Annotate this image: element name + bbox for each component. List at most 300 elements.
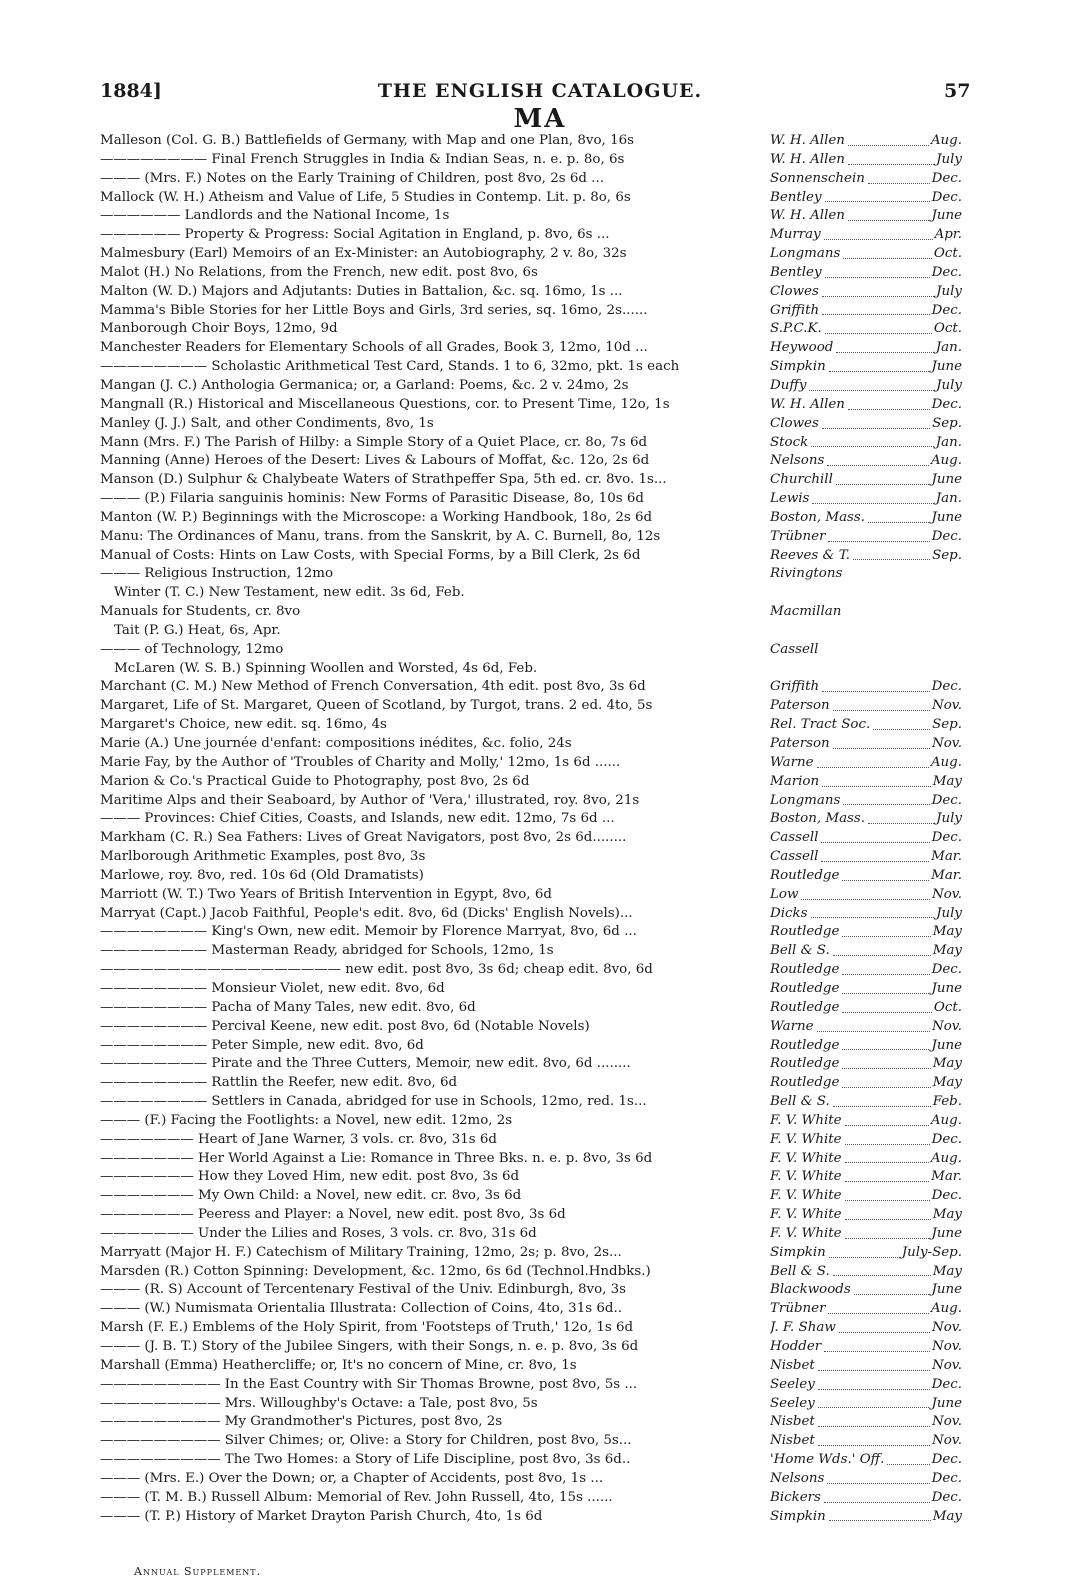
- entry-title: [100, 1074, 770, 1093]
- dot-leader: [827, 1470, 929, 1484]
- entry-title-text: ——— (Mrs. F.) Notes on the Early Training of Children, post 8vo, 2s 6d ...: [100, 170, 604, 186]
- entry-publisher-date: [770, 980, 962, 999]
- catalogue-entry: [100, 773, 962, 792]
- entry-publisher: Bentley: [770, 189, 822, 205]
- entry-title-text: Malmesbury (Earl) Memoirs of an Ex-Minister: an Autobiography, 2 v. 8o, 32s: [100, 246, 627, 262]
- entry-publisher-date: [770, 1357, 962, 1376]
- footer-signature: Annual Supplement.: [134, 1565, 262, 1578]
- catalogue-entry: [100, 415, 962, 434]
- entry-publisher-date: [770, 490, 962, 509]
- catalogue-entry: [100, 886, 962, 905]
- entry-title: [100, 339, 770, 358]
- entry-publisher: W. H. Allen: [770, 151, 845, 167]
- entry-date: Dec.: [931, 1376, 962, 1392]
- entry-title-text: ———————— Pirate and the Three Cutters, Memoir, new edit. 8vo, 6d ........: [100, 1056, 631, 1072]
- dot-leader: [829, 1508, 931, 1522]
- entry-publisher: Routledge: [770, 962, 840, 978]
- entry-title: [100, 565, 770, 584]
- dot-leader: [811, 434, 934, 448]
- entry-title: [100, 151, 770, 170]
- entry-title-text: ———————— Final French Struggles in India & Indian Seas, n. e. p. 8o, 6s: [100, 151, 625, 167]
- dot-leader: [845, 1206, 931, 1220]
- catalogue-entry: [100, 207, 962, 226]
- entry-title-text: Marsden (R.) Cotton Spinning: Development, &c. 12mo, 6s 6d (Technol.Hndbks.): [100, 1263, 651, 1279]
- entry-publisher: Routledge: [770, 924, 840, 940]
- catalogue-entry: [100, 697, 962, 716]
- entry-title: [100, 999, 770, 1018]
- entry-publisher-date: [770, 1395, 962, 1414]
- dot-leader: [828, 528, 929, 542]
- entry-publisher: Duffy: [770, 377, 807, 393]
- entry-title: [100, 603, 770, 622]
- catalogue-entry: [100, 1168, 962, 1187]
- dot-leader: [839, 1319, 930, 1333]
- entry-publisher-date: [770, 1376, 962, 1395]
- entry-date: June: [931, 208, 962, 224]
- entry-title-text: McLaren (W. S. B.) Spinning Woollen and Worsted, 4s 6d, Feb.: [114, 660, 538, 676]
- entry-title-text: ———————— Rattlin the Reefer, new edit. 8vo, 6d: [100, 1075, 458, 1091]
- entry-publisher-date: [770, 697, 962, 716]
- entry-publisher-date: [770, 565, 962, 584]
- entry-title-text: ————————— My Grandmother's Pictures, post 8vo, 2s: [100, 1414, 503, 1430]
- entry-publisher-date: [770, 170, 962, 189]
- entry-title: [100, 490, 770, 509]
- entry-date: June: [931, 1225, 962, 1241]
- entry-title: [100, 980, 770, 999]
- entry-publisher: Warne: [770, 1018, 814, 1034]
- entry-publisher-date: [770, 905, 962, 924]
- entry-title-text: ———————— King's Own, new edit. Memoir by Florence Marryat, 8vo, 6d ...: [100, 924, 637, 940]
- entry-publisher-date: [770, 1168, 962, 1187]
- entry-title: [100, 132, 770, 151]
- entry-publisher-date: [770, 1093, 962, 1112]
- entry-publisher: Paterson: [770, 698, 830, 714]
- entry-title: [100, 961, 770, 980]
- catalogue-entry: [100, 189, 962, 208]
- entry-title-text: Mangan (J. C.) Anthologia Germanica; or, a Garland: Poems, &c. 2 v. 24mo, 2s: [100, 377, 629, 393]
- dot-leader: [822, 773, 931, 787]
- entry-publisher: 'Home Wds.' Off.: [770, 1452, 885, 1468]
- entry-publisher: Clowes: [770, 415, 819, 431]
- catalogue-entry: [100, 245, 962, 264]
- entry-publisher: Routledge: [770, 999, 840, 1015]
- entry-title: [100, 584, 770, 603]
- dot-leader: [821, 848, 929, 862]
- entry-title-text: Maritime Alps and their Seaboard, by Author of 'Vera,' illustrated, roy. 8vo, 21s: [100, 792, 640, 808]
- dot-leader: [818, 1376, 930, 1390]
- entry-publisher-date: [770, 829, 962, 848]
- entry-publisher: W. H. Allen: [770, 208, 845, 224]
- entry-publisher: Nelsons: [770, 1470, 825, 1486]
- catalogue-entry: [100, 1263, 962, 1282]
- entry-date: Dec.: [931, 302, 962, 318]
- entry-title-text: Malleson (Col. G. B.) Battlefields of Germany, with Map and one Plan, 8vo, 16s: [100, 133, 634, 148]
- entry-publisher-date: [770, 678, 962, 697]
- entry-title-text: ————————— The Two Homes: a Story of Life Discipline, post 8vo, 3s 6d..: [100, 1452, 631, 1468]
- entry-list: [100, 132, 962, 1526]
- entry-date: Oct.: [933, 321, 962, 337]
- dot-leader: [824, 1338, 930, 1352]
- dot-leader: [822, 678, 929, 692]
- entry-title: [100, 905, 770, 924]
- entry-publisher-date: [770, 302, 962, 321]
- catalogue-entry: [100, 961, 962, 980]
- entry-title: [100, 754, 770, 773]
- entry-date: Sep.: [932, 547, 962, 563]
- catalogue-entry: [100, 923, 962, 942]
- entry-title: [100, 923, 770, 942]
- catalogue-entry: [100, 1508, 962, 1527]
- entry-title-text: ————————— Mrs. Willoughby's Octave: a Tale, post 8vo, 5s: [100, 1395, 538, 1411]
- entry-title-text: ————————— In the East Country with Sir Thomas Browne, post 8vo, 5s ...: [100, 1376, 638, 1392]
- entry-publisher: Marion: [770, 773, 820, 789]
- entry-date: June: [931, 359, 962, 375]
- entry-title: [100, 1263, 770, 1282]
- entry-publisher-date: [770, 754, 962, 773]
- catalogue-entry: [100, 1281, 962, 1300]
- entry-date: Mar.: [931, 849, 962, 865]
- dot-leader: [817, 1018, 930, 1032]
- catalogue-entry: [100, 434, 962, 453]
- dot-leader: [868, 170, 930, 184]
- entry-publisher: W. H. Allen: [770, 396, 845, 412]
- catalogue-entry: [100, 1225, 962, 1244]
- entry-date: May: [932, 1508, 962, 1524]
- entry-title-text: Winter (T. C.) New Testament, new edit. 3s 6d, Feb.: [114, 585, 465, 601]
- entry-date: Jan.: [935, 491, 962, 507]
- entry-publisher: F. V. White: [770, 1150, 842, 1166]
- entry-date: July: [936, 905, 962, 921]
- entry-date: July-Sep.: [901, 1244, 962, 1260]
- entry-title-text: Marchant (C. M.) New Method of French Conversation, 4th edit. post 8vo, 3s 6d: [100, 679, 646, 695]
- entry-date: Dec.: [931, 528, 962, 544]
- entry-publisher-date: [770, 320, 962, 339]
- dot-leader: [811, 905, 935, 919]
- entry-title-text: Manu: The Ordinances of Manu, trans. from the Sanskrit, by A. C. Burnell, 8o, 12s: [100, 528, 661, 544]
- dot-leader: [836, 471, 930, 485]
- entry-publisher-date: [770, 735, 962, 754]
- entry-title: [100, 1508, 770, 1527]
- entry-title: [100, 1244, 770, 1263]
- entry-title-text: Manual of Costs: Hints on Law Costs, with Special Forms, by a Bill Clerk, 2s 6d: [100, 547, 641, 563]
- page-title: THE ENGLISH CATALOGUE.: [377, 80, 703, 102]
- entry-date: Nov.: [931, 698, 962, 714]
- entry-publisher-date: [770, 1244, 962, 1263]
- entry-publisher: Routledge: [770, 980, 840, 996]
- catalogue-entry: [100, 1037, 962, 1056]
- entry-title: [100, 1206, 770, 1225]
- entry-title: [100, 264, 770, 283]
- entry-title: [100, 1451, 770, 1470]
- entry-publisher-date: [770, 1150, 962, 1169]
- entry-title: [100, 1131, 770, 1150]
- catalogue-entry: [100, 1150, 962, 1169]
- entry-publisher: Bickers: [770, 1489, 821, 1505]
- entry-publisher-date: [770, 1470, 962, 1489]
- entry-date: Dec.: [931, 396, 962, 412]
- dot-leader: [809, 377, 934, 391]
- entry-title: [100, 942, 770, 961]
- entry-date: May: [932, 1056, 962, 1072]
- entry-title-text: —————— Property & Progress: Social Agitation in England, p. 8vo, 6s ...: [100, 227, 610, 243]
- entry-date: July: [936, 151, 962, 167]
- entry-title: [100, 1319, 770, 1338]
- entry-title: [100, 848, 770, 867]
- entry-date: Aug.: [930, 1301, 962, 1317]
- dot-leader: [853, 547, 930, 561]
- entry-publisher: Nelsons: [770, 453, 825, 469]
- entry-title: [100, 1281, 770, 1300]
- catalogue-entry: [100, 1357, 962, 1376]
- dot-leader: [845, 1131, 930, 1145]
- entry-publisher: Hodder: [770, 1339, 822, 1354]
- entry-title: [100, 829, 770, 848]
- entry-publisher-date: [770, 923, 962, 942]
- entry-title-text: ——— Religious Instruction, 12mo: [100, 566, 334, 582]
- entry-title: [100, 622, 770, 641]
- catalogue-entry: [100, 603, 962, 622]
- entry-title-text: ——— (J. B. T.) Story of the Jubilee Singers, with their Songs, n. e. p. 8vo, 3s 6d: [100, 1339, 639, 1354]
- entry-publisher: Clowes: [770, 283, 819, 299]
- entry-date: Jan.: [935, 434, 962, 450]
- catalogue-entry: [100, 132, 962, 151]
- entry-title-text: ————————— Silver Chimes; or, Olive: a Story for Children, post 8vo, 5s...: [100, 1433, 632, 1449]
- entry-title-text: Marriott (W. T.) Two Years of British Intervention in Egypt, 8vo, 6d: [100, 886, 552, 902]
- dot-leader: [845, 1150, 929, 1164]
- entry-publisher-date: [770, 1131, 962, 1150]
- entry-publisher-date: [770, 641, 962, 660]
- page-year: 1884]: [100, 80, 162, 102]
- entry-publisher-date: [770, 226, 962, 245]
- entry-title: [100, 1432, 770, 1451]
- entry-publisher-date: [770, 999, 962, 1018]
- entry-date: Dec.: [931, 679, 962, 695]
- entry-title-text: ——— (R. S) Account of Tercentenary Festival of the Univ. Edinburgh, 8vo, 3s: [100, 1282, 627, 1298]
- entry-date: Dec.: [931, 792, 962, 808]
- entry-publisher: F. V. White: [770, 1169, 842, 1185]
- section-heading: MA: [513, 104, 567, 134]
- catalogue-entry: [100, 1451, 962, 1470]
- dot-leader: [817, 754, 929, 768]
- catalogue-entry: [100, 151, 962, 170]
- entry-date: Dec.: [931, 1188, 962, 1204]
- catalogue-entry: [100, 1413, 962, 1432]
- entry-publisher-date: [770, 792, 962, 811]
- entry-title: [100, 283, 770, 302]
- entry-publisher-date: [770, 132, 962, 151]
- entry-title-text: Marlowe, roy. 8vo, red. 10s 6d (Old Dramatists): [100, 867, 424, 883]
- dot-leader: [818, 1432, 930, 1446]
- dot-leader: [833, 697, 930, 711]
- entry-date: Nov.: [931, 886, 962, 902]
- entry-publisher-date: [770, 471, 962, 490]
- entry-title-text: ———————— Peter Simple, new edit. 8vo, 6d: [100, 1037, 424, 1053]
- entry-publisher-date: [770, 264, 962, 283]
- entry-publisher: Routledge: [770, 1075, 840, 1091]
- entry-publisher-date: [770, 1112, 962, 1131]
- entry-publisher-date: [770, 1037, 962, 1056]
- catalogue-entry: [100, 1319, 962, 1338]
- entry-title: [100, 1055, 770, 1074]
- entry-publisher-date: [770, 1489, 962, 1508]
- dot-leader: [821, 829, 929, 843]
- entry-publisher: F. V. White: [770, 1207, 842, 1223]
- dot-leader: [825, 320, 932, 334]
- entry-title-text: ———————— Masterman Ready, abridged for Schools, 12mo, 1s: [100, 943, 554, 959]
- entry-publisher: Dicks: [770, 905, 808, 921]
- entry-title-text: Mangnall (R.) Historical and Miscellaneous Questions, cor. to Present Time, 12o, 1s: [100, 396, 670, 412]
- entry-date: Nov.: [931, 1320, 962, 1336]
- catalogue-entry: [100, 358, 962, 377]
- dot-leader: [836, 339, 933, 353]
- entry-title-text: Manchester Readers for Elementary Schools of all Grades, Book 3, 12mo, 10d ...: [100, 340, 648, 356]
- catalogue-entry: [100, 1093, 962, 1112]
- entry-publisher: Seeley: [770, 1395, 815, 1411]
- entry-publisher: Heywood: [770, 340, 834, 356]
- catalogue-entry: [100, 1244, 962, 1263]
- entry-publisher: Cassell: [770, 849, 819, 865]
- dot-leader: [818, 1395, 930, 1409]
- entry-title-text: ——————— Under the Lilies and Roses, 3 vols. cr. 8vo, 31s 6d: [100, 1225, 537, 1241]
- entry-date: Dec.: [931, 1452, 962, 1468]
- catalogue-entry: [100, 264, 962, 283]
- entry-date: Nov.: [931, 736, 962, 751]
- entry-publisher: Macmillan: [770, 604, 842, 620]
- entry-publisher-date: [770, 358, 962, 377]
- entry-date: Dec.: [931, 170, 962, 186]
- entry-date: June: [931, 1037, 962, 1053]
- dot-leader: [842, 867, 929, 881]
- dot-leader: [842, 999, 931, 1013]
- entry-title: [100, 1489, 770, 1508]
- entry-publisher: Trübner: [770, 528, 826, 544]
- catalogue-entry: [100, 867, 962, 886]
- entry-title: [100, 716, 770, 735]
- entry-title-text: Margaret's Choice, new edit. sq. 16mo, 4s: [100, 717, 387, 733]
- entry-title: [100, 1093, 770, 1112]
- entry-publisher-date: [770, 1432, 962, 1451]
- dot-leader: [848, 132, 929, 146]
- entry-date: May: [932, 1263, 962, 1279]
- entry-title: [100, 1168, 770, 1187]
- dot-leader: [801, 886, 930, 900]
- entry-title-text: Tait (P. G.) Heat, 6s, Apr.: [114, 622, 281, 638]
- catalogue-entry: [100, 660, 962, 679]
- entry-publisher: S.P.C.K.: [770, 321, 822, 337]
- dot-leader: [833, 1093, 931, 1107]
- entry-publisher-date: [770, 1300, 962, 1319]
- entry-date: Dec.: [931, 1489, 962, 1505]
- catalogue-entry: [100, 377, 962, 396]
- entry-title-text: Margaret, Life of St. Margaret, Queen of Scotland, by Turgot, trans. 2 ed. 4to, 5s: [100, 698, 653, 714]
- entry-publisher-date: [770, 1187, 962, 1206]
- entry-title-text: Malton (W. D.) Majors and Adjutants: Duties in Battalion, &c. sq. 16mo, 1s ...: [100, 283, 623, 299]
- entry-title-text: Marshall (Emma) Heathercliffe; or, It's no concern of Mine, cr. 8vo, 1s: [100, 1357, 577, 1373]
- dot-leader: [824, 226, 933, 240]
- entry-title: [100, 528, 770, 547]
- entry-publisher-date: [770, 1508, 962, 1527]
- entry-title-text: Manborough Choir Boys, 12mo, 9d: [100, 321, 338, 337]
- entry-title: [100, 245, 770, 264]
- entry-title-text: Manton (W. P.) Beginnings with the Microscope: a Working Handbook, 18o, 2s 6d: [100, 509, 653, 525]
- entry-title-text: Marie (A.) Une journée d'enfant: compositions inédites, &c. folio, 24s: [100, 736, 572, 751]
- entry-title-text: Marryat (Capt.) Jacob Faithful, People's edit. 8vo, 6d (Dicks' English Novels)...: [100, 905, 633, 921]
- entry-title: [100, 377, 770, 396]
- entry-publisher-date: [770, 245, 962, 264]
- catalogue-entry: [100, 810, 962, 829]
- entry-publisher: Longmans: [770, 246, 841, 262]
- entry-date: Mar.: [931, 1169, 962, 1185]
- entry-date: Nov.: [931, 1433, 962, 1449]
- entry-title-text: Manning (Anne) Heroes of the Desert: Lives & Labours of Moffat, &c. 12o, 2s 6d: [100, 453, 650, 469]
- catalogue-entry: [100, 1489, 962, 1508]
- entry-date: Feb.: [932, 1094, 962, 1110]
- entry-publisher-date: [770, 339, 962, 358]
- entry-title-text: Mamma's Bible Stories for her Little Boys and Girls, 3rd series, sq. 16mo, 2s......: [100, 302, 648, 318]
- catalogue-entry: [100, 1395, 962, 1414]
- entry-title: [100, 170, 770, 189]
- entry-publisher: Churchill: [770, 472, 833, 488]
- catalogue-entry: [100, 302, 962, 321]
- catalogue-entry: [100, 1376, 962, 1395]
- catalogue-entry: [100, 678, 962, 697]
- entry-title-text: ———————— Pacha of Many Tales, new edit. 8vo, 6d: [100, 999, 476, 1015]
- entry-publisher: Murray: [770, 227, 821, 243]
- entry-title-text: Markham (C. R.) Sea Fathers: Lives of Great Navigators, post 8vo, 2s 6d........: [100, 830, 627, 846]
- entry-publisher-date: [770, 942, 962, 961]
- catalogue-entry: [100, 1187, 962, 1206]
- entry-publisher-date: [770, 1319, 962, 1338]
- entry-date: June: [931, 1395, 962, 1411]
- entry-title-text: —————— Landlords and the National Income, 1s: [100, 208, 450, 224]
- catalogue-entry: [100, 905, 962, 924]
- entry-publisher: Blackwoods: [770, 1282, 851, 1298]
- dot-leader: [842, 980, 929, 994]
- entry-publisher-date: [770, 1263, 962, 1282]
- entry-publisher: Stock: [770, 434, 809, 450]
- dot-leader: [822, 283, 934, 297]
- catalogue-entry: [100, 829, 962, 848]
- entry-publisher-date: [770, 1074, 962, 1093]
- entry-publisher: J. F. Shaw: [770, 1320, 836, 1336]
- dot-leader: [829, 1244, 900, 1258]
- entry-publisher: F. V. White: [770, 1225, 842, 1241]
- catalogue-entry: [100, 942, 962, 961]
- entry-publisher: Warne: [770, 754, 814, 770]
- entry-publisher-date: [770, 848, 962, 867]
- entry-title: [100, 415, 770, 434]
- entry-publisher-date: [770, 207, 962, 226]
- entry-publisher: Nisbet: [770, 1414, 815, 1430]
- entry-title-text: —————————————————— new edit. post 8vo, 3s 6d; cheap edit. 8vo, 6d: [100, 962, 653, 978]
- entry-title-text: ———————— Monsieur Violet, new edit. 8vo, 6d: [100, 980, 445, 996]
- entry-title-text: ——————— Heart of Jane Warner, 3 vols. cr. 8vo, 31s 6d: [100, 1131, 497, 1147]
- catalogue-entry: [100, 999, 962, 1018]
- entry-publisher: Bentley: [770, 264, 822, 280]
- dot-leader: [825, 189, 930, 203]
- entry-publisher-date: [770, 509, 962, 528]
- entry-publisher: Griffith: [770, 679, 820, 695]
- entry-publisher: Simpkin: [770, 359, 826, 375]
- entry-date: June: [931, 509, 962, 525]
- catalogue-entry: [100, 792, 962, 811]
- entry-title: [100, 1150, 770, 1169]
- catalogue-entry: [100, 471, 962, 490]
- entry-date: Aug.: [930, 1112, 962, 1128]
- entry-publisher: Low: [770, 886, 799, 902]
- entry-title: [100, 867, 770, 886]
- entry-publisher: Longmans: [770, 792, 841, 808]
